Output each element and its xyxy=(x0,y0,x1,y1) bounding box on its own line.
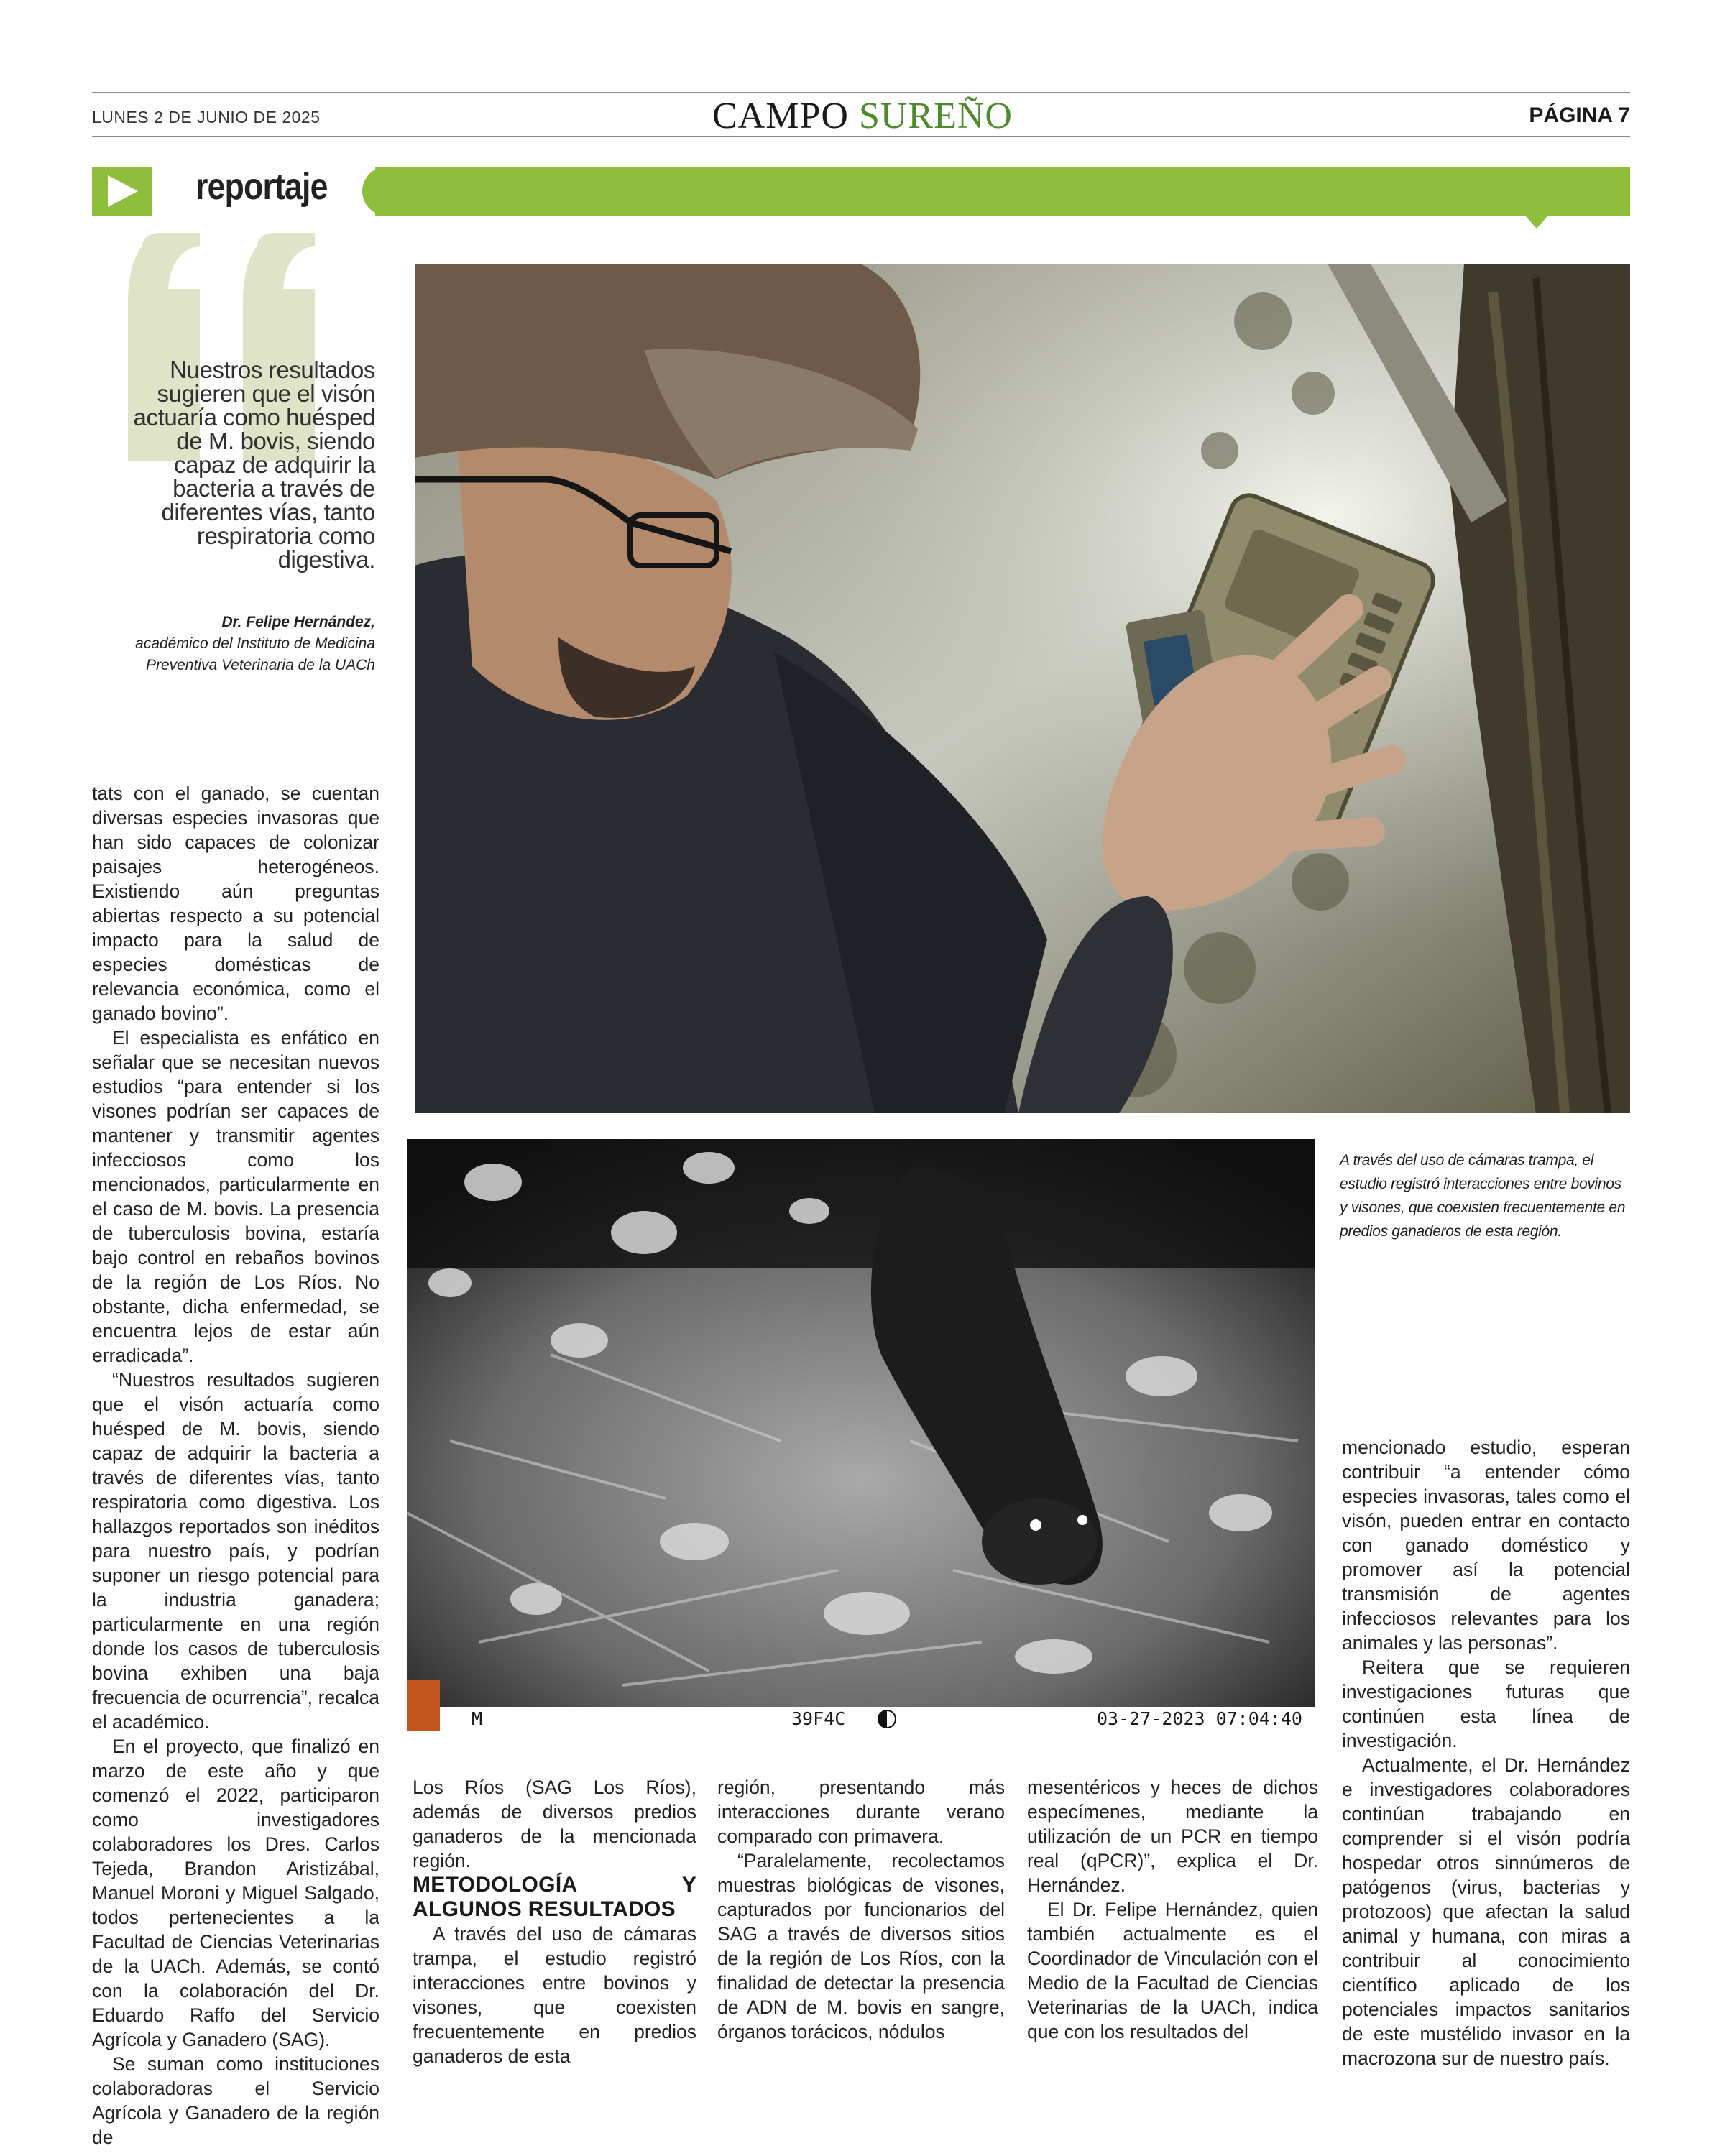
body-column-4 xyxy=(1027,1775,1318,2044)
section-band-pointer xyxy=(1525,216,1548,229)
camera-id: 39F4C xyxy=(791,1708,846,1729)
paragraph: Reitera que se requieren investigaciones futuras que continúen esta línea de investigación. xyxy=(1342,1657,1630,1751)
paragraph: tats con el ganado, se cuentan diversas especies invasoras que han sido capaces de colonizar paisajes heterogéneos. Existiendo aún preguntas abiertas respecto a su potencial impacto para la salud de especies domésticas de relevancia económica, como el ganado bovino”. xyxy=(92,783,380,1024)
photo-caption: A través del uso de cámaras trampa, el estudio registró interacciones entre bovinos y visones, que coexisten frecuentemente en predios ganaderos de esta región. xyxy=(1340,1152,1626,1240)
paragraph: Se suman como instituciones colaboradoras el Servicio Agrícola y Ganadero de la región de xyxy=(92,2053,380,2148)
quote-author-role: académico del Instituto de Medicina Preventiva Veterinaria de la UACh xyxy=(135,635,375,673)
camera-mode-label: M xyxy=(472,1708,483,1729)
paragraph: El Dr. Felipe Hernández, quien también actualmente es el Coordinador de Vinculación con el Medio de la Facultad de Ciencias Veterinarias de la UACh, indica que con los resultados del xyxy=(1027,1899,1318,2042)
body-column-1 xyxy=(92,781,380,2150)
section-label: reportaje xyxy=(196,166,328,208)
header-top-rule xyxy=(92,92,1630,93)
issue-date: LUNES 2 DE JUNIO DE 2025 xyxy=(92,108,321,126)
pull-quote-text: Nuestros resultados sugieren que el visón actuaría como huésped de M. bovis, siendo capaz de adquirir la bacteria a través de diferentes vías, tanto respiratoria como digestiva. xyxy=(133,356,375,573)
paragraph: mesentéricos y heces de dichos especímenes, mediante la utilización de un PCR en tiempo real (qPCR)”, explica el Dr. Hernández. xyxy=(1027,1777,1318,1896)
paragraph: A través del uso de cámaras trampa, el estudio registró interacciones entre bovinos y visones, que coexisten frecuentemente en predios ganaderos de esta xyxy=(413,1923,696,2067)
section-band xyxy=(375,167,1630,216)
paragraph: Actualmente, el Dr. Hernández e investigadores colaboradores continúan trabajando en comprender si el visón podría hospedar otros sinnúmeros de patógenos (virus, bacterias y protozoos) que afectan la salud animal y humana, con miras a contribuir al conocimiento científico aplicado de los potenciales impactos sanitarios de este mustélido invasor en la macrozona sur de nuestro país. xyxy=(1342,1754,1630,2069)
paragraph: “Paralelamente, recolectamos muestras biológicas de visones, capturados por funcionarios del SAG a través de diversos sitios de la región de Los Ríos, con la finalidad de detectar la presencia de ADN de M. bovis en sangre, órganos torácicos, nódulos xyxy=(717,1850,1005,2042)
moon-phase-icon xyxy=(878,1710,896,1728)
section-play-icon xyxy=(92,167,152,216)
masthead-campo: CAMPO xyxy=(712,96,849,137)
page-number: PÁGINA 7 xyxy=(1529,103,1630,127)
masthead-sureno: SUREÑO xyxy=(858,96,1013,137)
paragraph: Los Ríos (SAG Los Ríos), además de diversos predios ganaderos de la mencionada región. xyxy=(413,1777,696,1871)
camera-info-bar xyxy=(407,1707,1315,1731)
paragraph: “Nuestros resultados sugieren que el visón actuaría como huésped de M. bovis, siendo capaz de adquirir la bacteria a través de diferentes vías, tanto respiratoria como digestiva. Los hallazgos reportados son inéditos para nuestro país, y podrían suponer un riesgo potencial para la industria ganadera; particularmente en una región donde los casos de tuberculosis bovina exhiben una baja frecuencia de ocurrencia”, recalca el académico. xyxy=(92,1369,380,1733)
masthead xyxy=(0,95,1725,138)
photo-night-camera-mink xyxy=(407,1139,1315,1707)
subheading: METODOLOGÍA Y ALGUNOS RESULTADOS xyxy=(413,1873,696,1921)
paragraph: En el proyecto, que finalizó en marzo de este año y que comenzó el 2022, participaron como investigadores colaboradores los Dres. Carlos Tejeda, Brandon Aristizábal, Manuel Moroni y Miguel Salgado, todos pertenecientes a la Facultad de Ciencias Veterinarias de la UACh. Además, se contó con la colaboración del Dr. Eduardo Raffo del Servicio Agrícola y Ganadero (SAG). xyxy=(92,1736,380,2050)
body-column-3 xyxy=(717,1775,1005,2044)
quote-author-name: Dr. Felipe Hernández, xyxy=(221,614,375,630)
photo-researcher-camera-trap xyxy=(415,264,1630,1113)
paragraph: El especialista es enfático en señalar que se necesitan nuevos estudios “para entender si los visones podrían ser capaces de mantener y transmitir agentes infecciosos como los mencionados, particularmente en el caso de M. bovis. La presencia de tuberculosis bovina, estaría bajo control en rebaños bovinos de la región de Los Ríos. No obstante, dicha enfermedad, se encuentra lejos de estar aún erradicada”. xyxy=(92,1027,380,1366)
paragraph: mencionado estudio, esperan contribuir “a entender cómo especies invasoras, tales como el visón, pueden entrar en contacto con ganado doméstico y promover así la potencial transmisión de agentes infecciosos relevantes para los animales y las personas”. xyxy=(1342,1437,1630,1654)
body-column-2 xyxy=(413,1775,696,2068)
camera-timestamp: 03-27-2023 07:04:40 xyxy=(1097,1708,1302,1729)
pull-quote-attribution xyxy=(79,612,375,676)
paragraph: región, presentando más interacciones durante verano comparado con primavera. xyxy=(717,1777,1005,1847)
body-column-5 xyxy=(1342,1435,1630,2070)
